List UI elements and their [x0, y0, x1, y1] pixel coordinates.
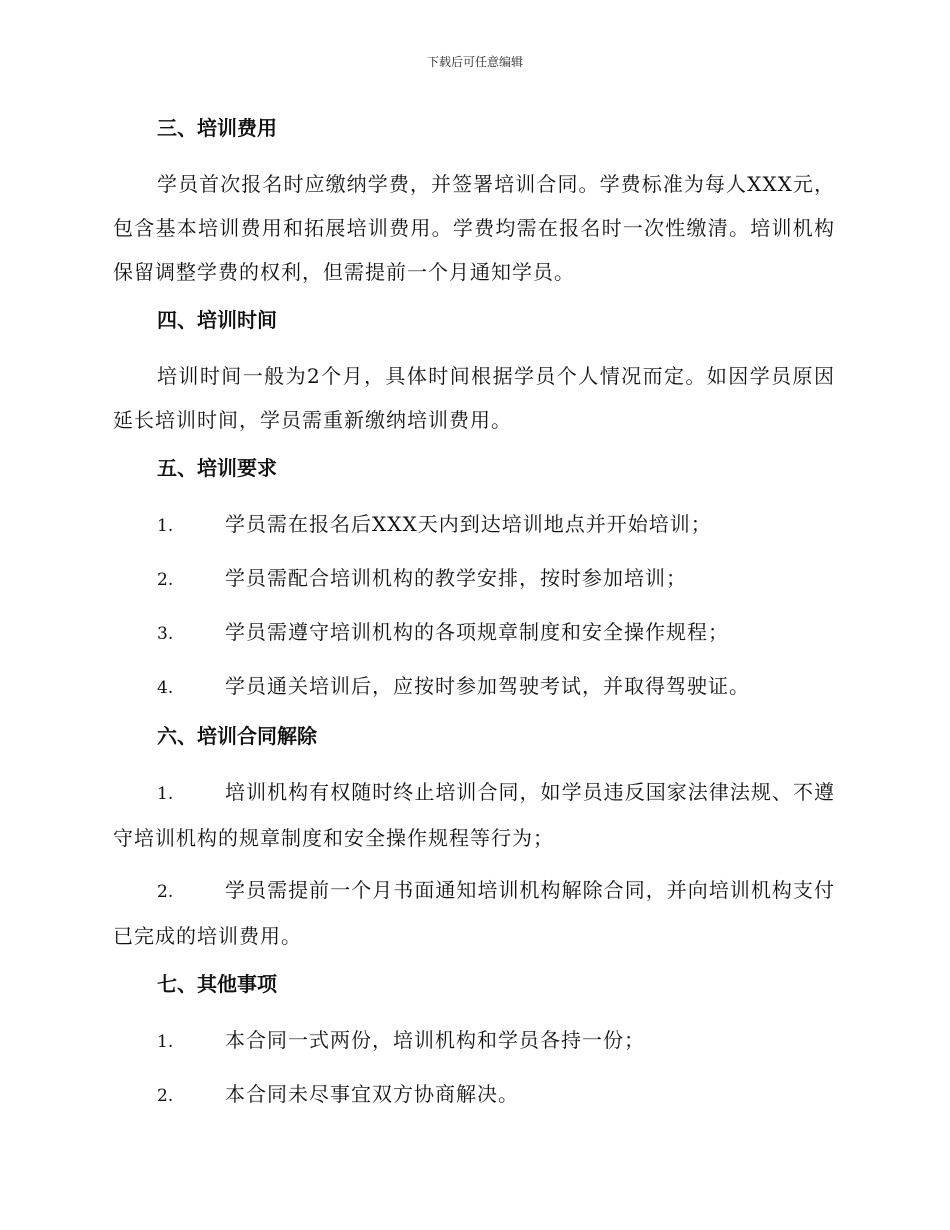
document-body: [113, 110, 835, 1126]
list-item-number: 1.: [157, 784, 174, 804]
section-title-requirements: 五、培训要求: [157, 456, 277, 480]
section-title-other: 七、其他事项: [157, 972, 277, 996]
list-item-number: 4.: [157, 678, 174, 698]
list-item: [113, 556, 835, 602]
list-item-number: 2.: [157, 570, 174, 590]
section-title-termination: 六、培训合同解除: [157, 724, 317, 748]
list-item: [113, 664, 835, 710]
list-item: [113, 502, 835, 548]
page-header: 下载后可任意编辑: [426, 55, 523, 69]
list-item-text: 本合同未尽事宜双方协商解决。: [225, 1082, 519, 1106]
list-item-text: 本合同一式两份，培训机构和学员各持一份；: [225, 1028, 645, 1052]
section-title-time: 四、培训时间: [157, 308, 277, 332]
list-item-text: 学员需提前一个月书面通知培训机构解除合同，并向培训机构支付已完成的培训费用。: [113, 878, 835, 948]
list-item: [113, 1018, 835, 1064]
list-item-text: 培训机构有权随时终止培训合同，如学员违反国家法律法规、不遵守培训机构的规章制度和安全操作规程等行为；: [113, 780, 835, 850]
list-item-text: 学员通关培训后，应按时参加驾驶考试，并取得驾驶证。: [225, 674, 750, 698]
list-item: [113, 610, 835, 656]
list-item: [113, 868, 835, 958]
time-paragraph: 培训时间一般为2个月，具体时间根据学员个人情况而定。如因学员原因延长培训时间，学员需重新缴纳培训费用。: [113, 364, 835, 432]
list-item-text: 学员需在报名后XXX天内到达培训地点并开始培训；: [225, 512, 712, 536]
list-item-number: 3.: [157, 624, 174, 644]
list-item-text: 学员需遵守培训机构的各项规章制度和安全操作规程；: [225, 620, 729, 644]
list-item-number: 2.: [157, 1086, 174, 1106]
list-item-text: 学员需配合培训机构的教学安排，按时参加培训；: [225, 566, 687, 590]
list-item: [113, 770, 835, 860]
fees-paragraph: 学员首次报名时应缴纳学费，并签署培训合同。学费标准为每人XXX元，包含基本培训费用和拓展培训费用。学费均需在报名时一次性缴清。培训机构保留调整学费的权利，但需提前一个月通知学员。: [113, 172, 835, 284]
list-item-number: 1.: [157, 1032, 174, 1052]
list-item: [113, 1072, 835, 1118]
list-item-number: 2.: [157, 882, 174, 902]
list-item-number: 1.: [157, 516, 174, 536]
section-title-fees: 三、培训费用: [157, 116, 277, 140]
